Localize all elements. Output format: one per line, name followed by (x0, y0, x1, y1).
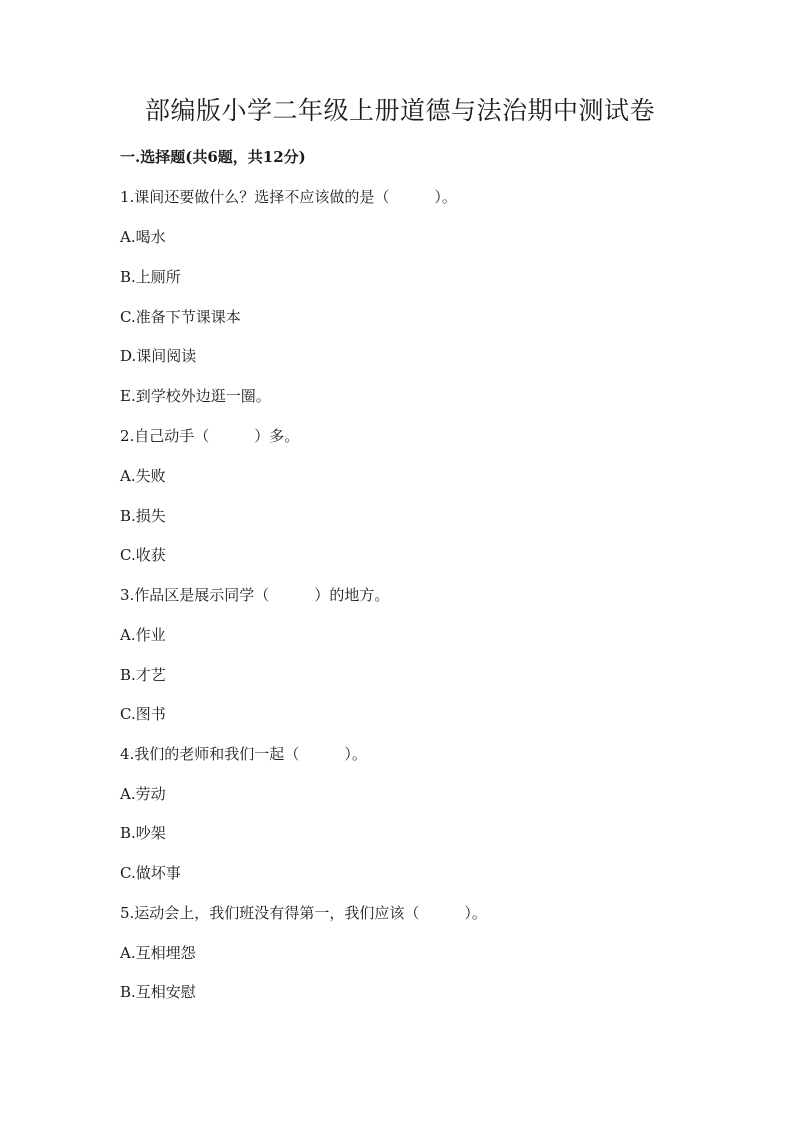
question-3-option-b: B.才艺 (120, 666, 166, 684)
question-1-stem: 1.课间还要做什么？选择不应该做的是（ ）。 (120, 188, 457, 206)
question-5-stem: 5.运动会上，我们班没有得第一，我们应该（ ）。 (120, 904, 487, 922)
question-2-option-a: A.失败 (120, 467, 166, 485)
question-3-option-c: C.图书 (120, 705, 166, 723)
question-3-stem: 3.作品区是展示同学（ ）的地方。 (120, 586, 390, 604)
question-5-option-b: B.互相安慰 (120, 983, 196, 1001)
question-1-option-b: B.上厕所 (120, 268, 181, 286)
question-2-option-c: C.收获 (120, 546, 166, 564)
question-1-option-d: D.课间阅读 (120, 347, 197, 365)
question-1-option-a: A.喝水 (120, 228, 166, 246)
question-2-option-b: B.损失 (120, 507, 166, 525)
question-3-option-a: A.作业 (120, 626, 166, 644)
question-5-option-a: A.互相埋怨 (120, 944, 196, 962)
section-heading: 一.选择题(共6题，共12分) (120, 148, 306, 166)
exam-title: 部编版小学二年级上册道德与法治期中测试卷 (144, 96, 655, 125)
question-2-stem: 2.自己动手（ ）多。 (120, 427, 300, 445)
question-4-option-a: A.劳动 (120, 785, 166, 803)
question-1-option-e: E.到学校外边逛一圈。 (120, 387, 271, 405)
question-4-stem: 4.我们的老师和我们一起（ ）。 (120, 745, 367, 763)
question-1-option-c: C.准备下节课课本 (120, 308, 241, 326)
question-4-option-c: C.做坏事 (120, 864, 181, 882)
question-4-option-b: B.吵架 (120, 824, 166, 842)
